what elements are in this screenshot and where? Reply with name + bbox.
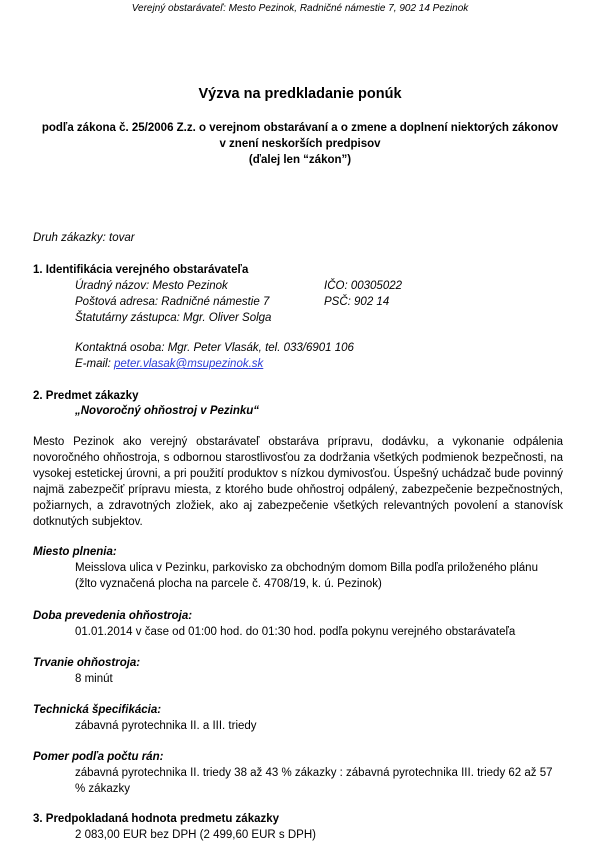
ratio-label: Pomer podľa počtu rán: (33, 751, 164, 763)
place-label: Miesto plnenia: (33, 546, 117, 558)
section-3-heading: 3. Predpokladaná hodnota predmetu zákazky (33, 813, 280, 825)
subject-description: Mesto Pezinok ako verejný obstarávateľ obstaráva prípravu, dodávku, a vykonanie odpálenia novoročného ohňostroja, s odbornou starostlivosťou za dodržania všetkých podmienok bezpečnosti, na vysokej estetickej úrovni, a pri použití produktov s nízkou dymivosťou. Úspešný uchádzač bude povinný najmä zabezpečiť prípravu miesta, z ktorého bude ohňostroj odpálený, zabezpečenie bezpečnostných, požiarnych, a zdravotných zložiek, ako aj zabezpečenie všetkých relevantných povolení a stanovísk dotknutých subjektov. (33, 436, 563, 528)
document-title: Výzva na predkladanie ponúk (198, 86, 402, 102)
time-label: Doba prevedenia ohňostroja: (33, 610, 193, 622)
contract-type: Druh zákazky: tovar (33, 232, 135, 244)
email-row (75, 358, 263, 370)
tech-spec-label: Technická špecifikácia: (33, 704, 162, 716)
section-2-heading: 2. Predmet zákazky (33, 390, 139, 402)
section-1-heading: 1. Identifikácia verejného obstarávateľa (33, 264, 249, 276)
official-name: Úradný názov: Mesto Pezinok (75, 280, 228, 292)
ratio-line-2: % zákazky (75, 783, 130, 795)
place-line-1: Meisslova ulica v Pezinku, parkovisko za obchodným domom Billa podľa priloženého plánu (75, 562, 538, 574)
subject-title: „Novoročný ohňostroj v Pezinku“ (75, 405, 260, 417)
time-value: 01.01.2014 v čase od 01:00 hod. do 01:30 hod. podľa pokynu verejného obstarávateľa (75, 626, 516, 638)
email-label: E-mail: (75, 358, 111, 370)
email-link[interactable]: peter.vlasak@msupezinok.sk (113, 358, 264, 370)
duration-label: Trvanie ohňostroja: (33, 657, 141, 669)
contact-person: Kontaktná osoba: Mgr. Peter Vlasák, tel. 033/6901 106 (75, 342, 354, 354)
subtitle-line-2: v znení neskorších predpisov (219, 138, 381, 150)
ratio-line-1: zábavná pyrotechnika II. triedy 38 až 43 % zákazky : zábavná pyrotechnika III. triedy 62 až 57 (75, 767, 553, 779)
postal-address: Poštová adresa: Radničné námestie 7 (75, 296, 270, 308)
duration-value: 8 minút (75, 673, 113, 685)
postal-code: PSČ: 902 14 (324, 296, 390, 308)
subtitle-line-1: podľa zákona č. 25/2006 Z.z. o verejnom obstarávaní a o zmene a doplnení niektorých zákonov (41, 122, 559, 134)
estimated-value: 2 083,00 EUR bez DPH (2 499,60 EUR s DPH) (75, 829, 316, 841)
ico: IČO: 00305022 (324, 280, 403, 292)
statutory-representative: Štatutárny zástupca: Mgr. Oliver Solga (75, 312, 272, 324)
page-header: Verejný obstarávateľ: Mesto Pezinok, Radničné námestie 7, 902 14 Pezinok (131, 3, 469, 14)
tech-spec-value: zábavná pyrotechnika II. a III. triedy (75, 720, 257, 732)
place-line-2: (žlto vyznačená plocha na parcele č. 4708/19, k. ú. Pezinok) (75, 578, 382, 590)
subtitle-line-3: (ďalej len “zákon”) (248, 154, 352, 166)
